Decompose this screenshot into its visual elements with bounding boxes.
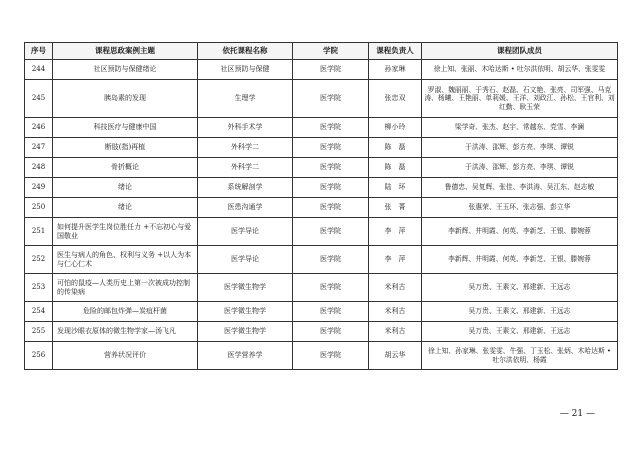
cell-theme: 发现沙眼衣原体的微生物学家—汤飞凡 bbox=[53, 322, 198, 342]
cell-no: 255 bbox=[25, 322, 53, 342]
header-no: 序号 bbox=[25, 43, 53, 60]
cell-theme: 断肢(指)再植 bbox=[53, 138, 198, 158]
cell-course: 外科学二 bbox=[198, 138, 293, 158]
cell-college: 医学院 bbox=[293, 178, 369, 198]
cell-theme: 绪论 bbox=[53, 178, 198, 198]
cell-course: 生理学 bbox=[198, 80, 293, 118]
cell-college: 医学院 bbox=[293, 158, 369, 178]
page-number: — 21 — bbox=[559, 409, 595, 419]
cell-no: 248 bbox=[25, 158, 53, 178]
cell-theme: 社区预防与保健绪论 bbox=[53, 60, 198, 80]
cell-theme: 可怕的鼠疫—人类历史上第一次被成功控制的传染病 bbox=[53, 274, 198, 302]
cell-team: 于洪涛、邵辉、彭方亮、李琪、谭锐 bbox=[422, 158, 618, 178]
cell-course: 外科手术学 bbox=[198, 118, 293, 138]
cell-theme: 营养状况评价 bbox=[53, 342, 198, 370]
header-team: 课程团队成员 bbox=[422, 43, 618, 60]
cell-college: 医学院 bbox=[293, 138, 369, 158]
cell-leader: 孙家琳 bbox=[369, 60, 422, 80]
cell-no: 249 bbox=[25, 178, 53, 198]
cell-theme: 危险的邮包炸弹—炭疽杆菌 bbox=[53, 302, 198, 322]
cell-leader: 米利古 bbox=[369, 302, 422, 322]
cell-team: 张惠荣、王玉环、张志强、彭立华 bbox=[422, 198, 618, 218]
table-row bbox=[25, 118, 618, 138]
table-body bbox=[25, 60, 618, 370]
cell-leader: 陆 环 bbox=[369, 178, 422, 198]
table-row bbox=[25, 158, 618, 178]
cell-theme: 骨折概论 bbox=[53, 158, 198, 178]
cell-leader: 张 菁 bbox=[369, 198, 422, 218]
cell-college: 医学院 bbox=[293, 198, 369, 218]
cell-course: 社区预防与保健 bbox=[198, 60, 293, 80]
cell-no: 252 bbox=[25, 246, 53, 274]
cell-leader: 李 萍 bbox=[369, 246, 422, 274]
cell-course: 医学导论 bbox=[198, 218, 293, 246]
table-row bbox=[25, 60, 618, 80]
cell-course: 医学微生物学 bbox=[198, 302, 293, 322]
table-row bbox=[25, 274, 618, 302]
cell-team: 吴万贵、王素文、邢建新、王远志 bbox=[422, 322, 618, 342]
cell-no: 247 bbox=[25, 138, 53, 158]
cell-leader: 陈 磊 bbox=[369, 158, 422, 178]
table-row bbox=[25, 178, 618, 198]
cell-theme: 胰岛素的发现 bbox=[53, 80, 198, 118]
cell-team: 徐上知、孙家琳、张雯雯、牛强、丁玉松、张炳、木哈达斯 • 吐尔洪依明、杨霞 bbox=[422, 342, 618, 370]
cell-college: 医学院 bbox=[293, 322, 369, 342]
cell-team: 吴万贵、王素文、邢建新、王远志 bbox=[422, 302, 618, 322]
cell-no: 244 bbox=[25, 60, 53, 80]
cell-college: 医学院 bbox=[293, 60, 369, 80]
cell-course: 医患沟通学 bbox=[198, 198, 293, 218]
header-course: 依托课程名称 bbox=[198, 43, 293, 60]
cell-no: 250 bbox=[25, 198, 53, 218]
cell-team: 李新辉、井明霞、何英、李新芝、王银、滕婉蓉 bbox=[422, 218, 618, 246]
cell-team: 于洪涛、邵辉、彭方亮、李琪、谭锐 bbox=[422, 138, 618, 158]
cell-leader: 米利古 bbox=[369, 274, 422, 302]
cell-college: 医学院 bbox=[293, 80, 369, 118]
cell-no: 253 bbox=[25, 274, 53, 302]
cell-course: 医学微生物学 bbox=[198, 274, 293, 302]
table-row bbox=[25, 80, 618, 118]
table-row bbox=[25, 342, 618, 370]
cell-theme: 医生与病人的角色、权利与义务 +以人为本与仁心仁术 bbox=[53, 246, 198, 274]
table-row bbox=[25, 302, 618, 322]
cell-team: 李新辉、井明霞、何英、李新芝、王银、滕婉蓉 bbox=[422, 246, 618, 274]
cell-college: 医学院 bbox=[293, 342, 369, 370]
cell-college: 医学院 bbox=[293, 218, 369, 246]
cell-leader: 陈 磊 bbox=[369, 138, 422, 158]
cell-course: 医学微生物学 bbox=[198, 322, 293, 342]
cell-theme: 如何提升医学生岗位胜任力 +不忘初心与爱国敬业 bbox=[53, 218, 198, 246]
cell-team: 鲁德忠、吴复辉、张佳、李洪涛、吴江东、赵志敏 bbox=[422, 178, 618, 198]
header-theme: 课程思政案例主题 bbox=[53, 43, 198, 60]
table-row bbox=[25, 218, 618, 246]
cell-theme: 绪论 bbox=[53, 198, 198, 218]
cell-leader: 米利古 bbox=[369, 322, 422, 342]
cell-no: 254 bbox=[25, 302, 53, 322]
cell-no: 245 bbox=[25, 80, 53, 118]
cell-college: 医学院 bbox=[293, 302, 369, 322]
cell-college: 医学院 bbox=[293, 246, 369, 274]
cell-course: 医学导论 bbox=[198, 246, 293, 274]
cell-theme: 科技医疗与健康中国 bbox=[53, 118, 198, 138]
cell-college: 医学院 bbox=[293, 118, 369, 138]
cell-no: 246 bbox=[25, 118, 53, 138]
table-row bbox=[25, 198, 618, 218]
cell-course: 系统解剖学 bbox=[198, 178, 293, 198]
header-leader: 课程负责人 bbox=[369, 43, 422, 60]
course-table bbox=[24, 42, 618, 370]
cell-no: 251 bbox=[25, 218, 53, 246]
cell-course: 医学营养学 bbox=[198, 342, 293, 370]
cell-no: 256 bbox=[25, 342, 53, 370]
cell-leader: 柳小玲 bbox=[369, 118, 422, 138]
cell-team: 徐上知、张丽、木哈达斯 • 吐尔洪依明、胡云华、张雯雯 bbox=[422, 60, 618, 80]
cell-course: 外科学二 bbox=[198, 158, 293, 178]
cell-leader: 李 萍 bbox=[369, 218, 422, 246]
cell-leader: 张忠双 bbox=[369, 80, 422, 118]
cell-college: 医学院 bbox=[293, 274, 369, 302]
header-college: 学院 bbox=[293, 43, 369, 60]
cell-leader: 胡云华 bbox=[369, 342, 422, 370]
table-header-row bbox=[25, 43, 618, 60]
table-row bbox=[25, 138, 618, 158]
cell-team: 罗淑、魏丽丽、于秀石、赵磊、石文艳、张亮、司军强、马克涛、杨曦、王艳丽、单莉媛、王洋、刘政江、孙松、王官利、刘红勤、耿玉荣 bbox=[422, 80, 618, 118]
table-row bbox=[25, 322, 618, 342]
cell-team: 梁学奇、张杰、赵宇、常越东、党雪、李澜 bbox=[422, 118, 618, 138]
cell-team: 吴万贵、王素文、邢建新、王远志 bbox=[422, 274, 618, 302]
table-row bbox=[25, 246, 618, 274]
